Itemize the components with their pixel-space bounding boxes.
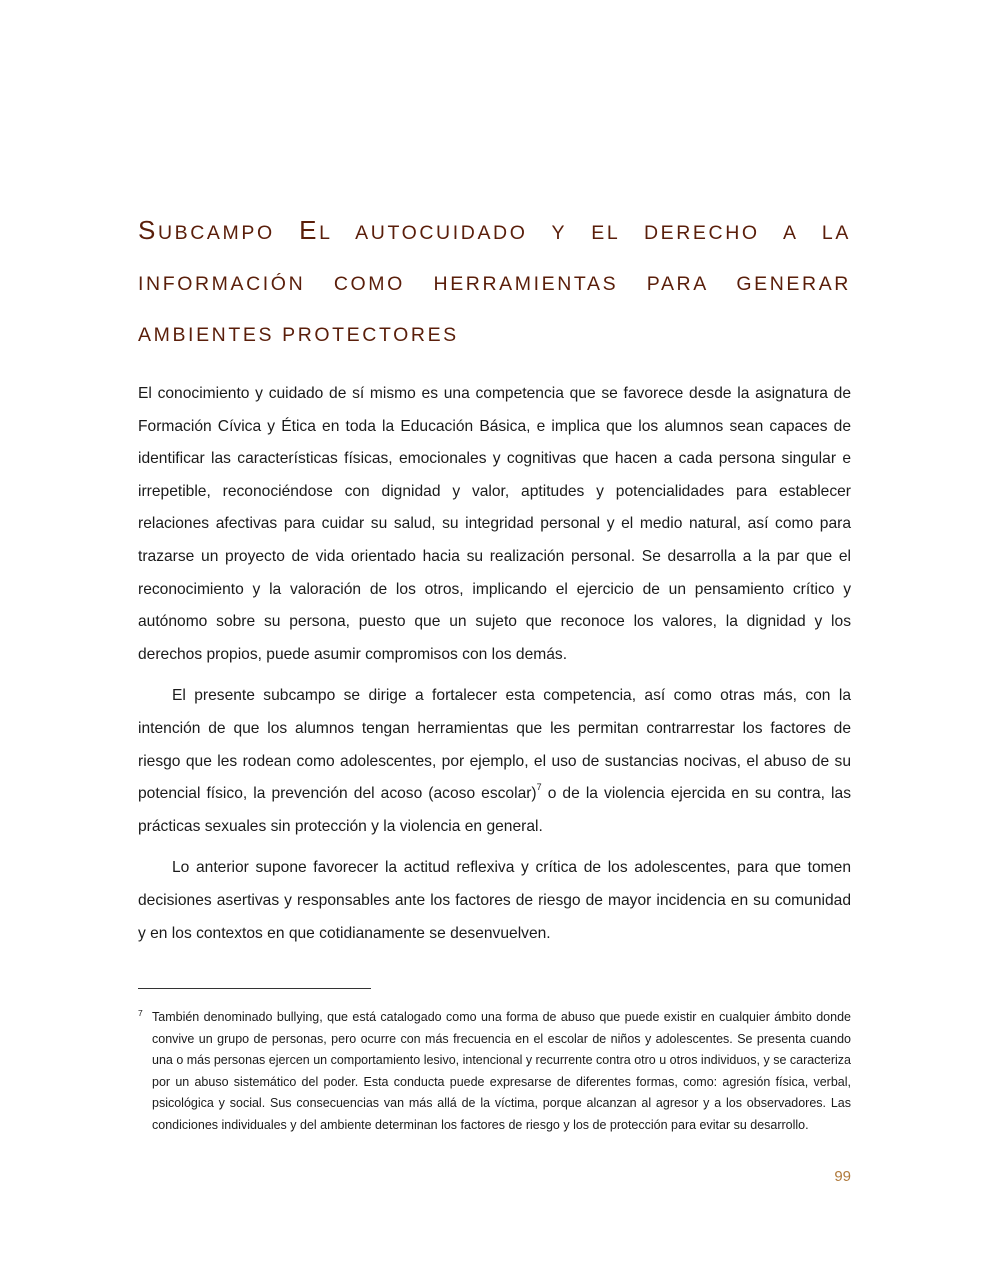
heading-initial-e: E	[299, 215, 320, 245]
paragraph-2-text-after-note: o de la violencia ejercida en su contra, las prácticas sexuales sin protección y la violencia en general.	[138, 785, 851, 835]
paragraph-2-text-before-note: El presente subcampo se dirige a fortalecer esta competencia, así como otras más, con la intención de que los alumnos tengan herramientas que les permitan contrarrestar los factores de riesgo que les rodean como adolescentes, por ejemplo, el uso de sustancias nocivas, el abuso de su potencial físico, la prevención del acoso (acoso escolar)	[138, 687, 851, 803]
heading-initial-s: S	[138, 215, 158, 245]
page-number: 99	[834, 1168, 851, 1185]
heading-word-subcampo: UBCAMPO	[157, 222, 300, 244]
footnote-separator	[138, 988, 371, 989]
paragraph-2	[138, 680, 851, 843]
footnote-7	[138, 1007, 851, 1137]
heading-title-rest: L AUTOCUIDADO Y EL DERECHO A LA INFORMACIÓN COMO HERRAMIENTAS PARA GENERAR AMBIENTES PROTECTORES	[138, 222, 851, 346]
paragraph-3: Lo anterior supone favorecer la actitud reflexiva y crítica de los adolescentes, para que tomen decisiones asertivas y responsables ante los factores de riesgo de mayor incidencia en su comunidad y en los contextos en que cotidianamente se desenvuelven.	[138, 859, 851, 942]
paragraph-1: El conocimiento y cuidado de sí mismo es una competencia que se favorece desde la asignatura de Formación Cívica y Ética en toda la Educación Básica, e implica que los alumnos sean capaces de identificar las características físicas, emocionales y cognitivas que hacen a cada persona singular e irrepetible, reconociéndose con dignidad y valor, aptitudes y potencialidades para establecer relaciones afectivas para cuidar su salud, su integridad personal y el medio natural, así como para trazarse un proyecto de vida orientado hacia su realización personal. Se desarrolla a la par que el reconocimiento y la valoración de los otros, implicando el ejercicio de un pensamiento crítico y autónomo sobre su persona, puesto que un sujeto que reconoce los valores, la dignidad y los derechos propios, puede asumir compromisos con los demás.	[138, 385, 851, 663]
footnote-mark: 7	[138, 1008, 143, 1018]
section-heading	[138, 205, 851, 361]
footnote-reference-7[interactable]: 7	[536, 781, 542, 792]
footnote-text: También denominado bullying, que está catalogado como una forma de abuso que puede existir en cualquier ámbito donde convive un grupo de personas, pero ocurre con más frecuencia en el escolar de niños y adolescentes. Se presenta cuando una o más personas ejercen un comportamiento lesivo, intencional y recurrente contra otro u otros individuos, y se caracteriza por un abuso sistemático del poder. Esta conducta puede expresarse de diferentes formas, como: agresión física, verbal, psicológica y social. Sus consecuencias van más allá de la víctima, porque alcanzan al agresor y a los observadores. Las condiciones individuales y del ambiente determinan los factores de riesgo y los de protección para evitar su desarrollo.	[152, 1010, 851, 1132]
body-text	[138, 378, 851, 959]
